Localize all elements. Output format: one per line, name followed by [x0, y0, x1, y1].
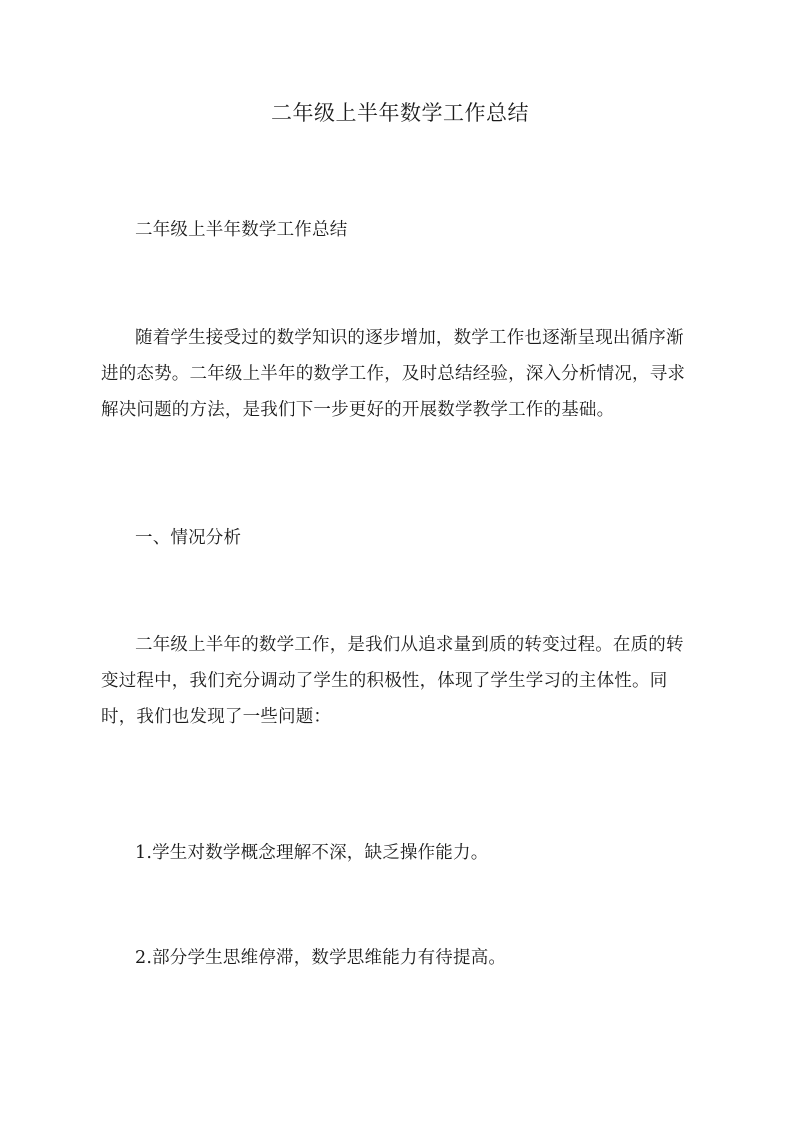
document-title: 二年级上半年数学工作总结: [271, 101, 529, 125]
analysis-paragraph: 二年级上半年的数学工作，是我们从追求量到质的转变过程。在质的转变过程中，我们充分调动了学生的积极性，体现了学生学习的主体性。同时，我们也发现了一些问题：: [101, 635, 684, 727]
list-item: 2.部分学生思维停滞，数学思维能力有待提高。: [135, 948, 507, 968]
section-heading: 一、情况分析: [135, 528, 242, 548]
document-subtitle: 二年级上半年数学工作总结: [135, 220, 348, 240]
list-item: 1.学生对数学概念理解不深，缺乏操作能力。: [135, 843, 489, 863]
intro-paragraph: 随着学生接受过的数学知识的逐步增加，数学工作也逐渐呈现出循序渐进的态势。二年级上半年的数学工作，及时总结经验，深入分析情况，寻求解决问题的方法，是我们下一步更好的开展数学教学工作的基础。: [101, 328, 686, 420]
